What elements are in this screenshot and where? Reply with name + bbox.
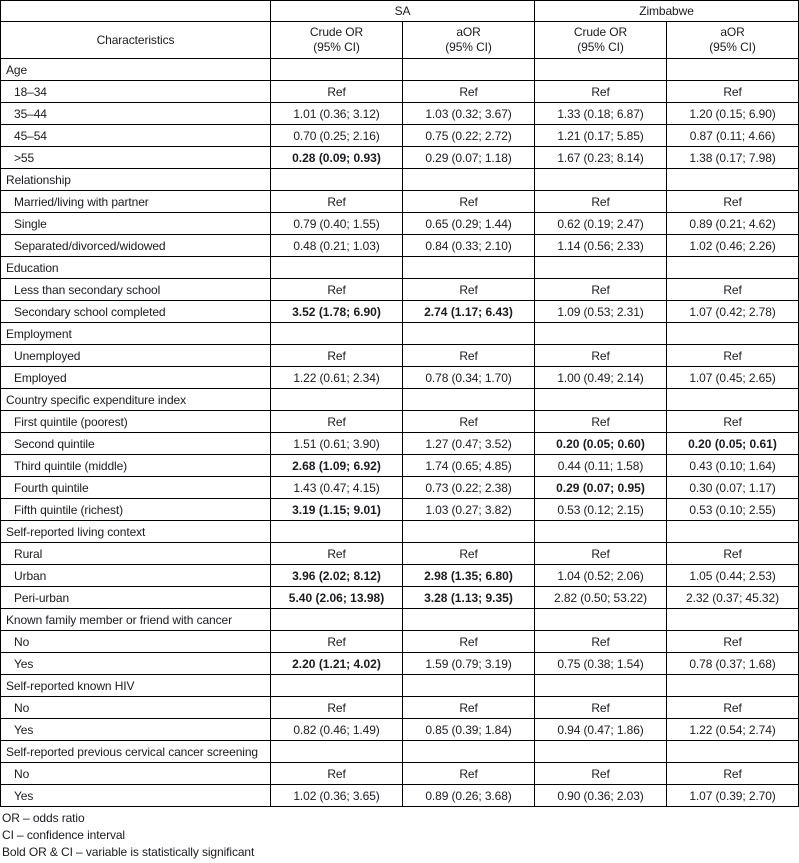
column-header-zim-crude-or <box>535 22 667 59</box>
or-cell: Ref <box>271 411 403 433</box>
group-row <box>1 59 799 81</box>
or-cell: Ref <box>667 191 799 213</box>
or-cell: 0.89 (0.21; 4.62) <box>667 213 799 235</box>
or-cell <box>403 675 535 697</box>
or-cell: 1.07 (0.39; 2.70) <box>667 785 799 807</box>
item-row <box>1 719 799 741</box>
item-row <box>1 147 799 169</box>
item-row <box>1 653 799 675</box>
column-header-line1: Crude OR <box>309 25 364 39</box>
or-cell: 0.29 (0.07; 1.18) <box>403 147 535 169</box>
group-row <box>1 323 799 345</box>
column-header-line2: (95% CI) <box>577 40 624 54</box>
or-cell: 0.84 (0.33; 2.10) <box>403 235 535 257</box>
or-cell: Ref <box>667 81 799 103</box>
row-label: Secondary school completed <box>1 301 271 323</box>
item-row <box>1 763 799 785</box>
group-row <box>1 675 799 697</box>
or-cell <box>667 609 799 631</box>
or-cell: Ref <box>403 543 535 565</box>
or-cell: 0.43 (0.10; 1.64) <box>667 455 799 477</box>
row-label: Married/living with partner <box>1 191 271 213</box>
or-cell: Ref <box>535 345 667 367</box>
or-cell: 5.40 (2.06; 13.98) <box>271 587 403 609</box>
or-cell <box>535 675 667 697</box>
or-cell <box>535 741 667 763</box>
row-label: Fourth quintile <box>1 477 271 499</box>
item-row <box>1 301 799 323</box>
or-cell: 0.48 (0.21; 1.03) <box>271 235 403 257</box>
or-cell: 3.96 (2.02; 8.12) <box>271 565 403 587</box>
column-header-line1: Crude OR <box>573 25 628 39</box>
or-cell <box>535 59 667 81</box>
or-cell: 2.32 (0.37; 45.32) <box>667 587 799 609</box>
or-cell: 0.70 (0.25; 2.16) <box>271 125 403 147</box>
or-cell: 1.03 (0.27; 3.82) <box>403 499 535 521</box>
or-cell: Ref <box>271 697 403 719</box>
or-cell: Ref <box>403 763 535 785</box>
row-label: Yes <box>1 785 271 807</box>
or-cell: Ref <box>271 345 403 367</box>
footnote-bold: Bold OR & CI – variable is statistically significant <box>2 845 255 859</box>
or-cell: Ref <box>667 411 799 433</box>
or-cell: 0.20 (0.05; 0.61) <box>667 433 799 455</box>
row-label: Yes <box>1 653 271 675</box>
column-header-sa-aor <box>403 22 535 59</box>
or-cell: 1.27 (0.47; 3.52) <box>403 433 535 455</box>
or-cell <box>667 169 799 191</box>
or-cell <box>667 257 799 279</box>
or-cell: 0.90 (0.36; 2.03) <box>535 785 667 807</box>
or-cell: Ref <box>403 345 535 367</box>
or-cell: 0.75 (0.38; 1.54) <box>535 653 667 675</box>
or-cell <box>271 257 403 279</box>
row-label: >55 <box>1 147 271 169</box>
or-cell: 2.82 (0.50; 53.22) <box>535 587 667 609</box>
or-cell: 0.53 (0.10; 2.55) <box>667 499 799 521</box>
or-cell: 1.01 (0.36; 3.12) <box>271 103 403 125</box>
or-cell: 1.02 (0.46; 2.26) <box>667 235 799 257</box>
row-label: Single <box>1 213 271 235</box>
or-cell: Ref <box>535 543 667 565</box>
or-cell <box>271 521 403 543</box>
or-cell: 0.44 (0.11; 1.58) <box>535 455 667 477</box>
footnotes <box>0 807 799 861</box>
or-cell: Ref <box>667 763 799 785</box>
or-cell: Ref <box>271 763 403 785</box>
or-cell: 1.59 (0.79; 3.19) <box>403 653 535 675</box>
or-cell: 1.04 (0.52; 2.06) <box>535 565 667 587</box>
item-row <box>1 565 799 587</box>
or-cell <box>535 257 667 279</box>
or-cell: Ref <box>403 697 535 719</box>
or-cell: 0.73 (0.22; 2.38) <box>403 477 535 499</box>
row-label: Peri-urban <box>1 587 271 609</box>
row-label: Urban <box>1 565 271 587</box>
or-cell: Ref <box>403 279 535 301</box>
or-cell: 0.29 (0.07; 0.95) <box>535 477 667 499</box>
country-header-row <box>1 1 799 22</box>
or-cell: 0.65 (0.29; 1.44) <box>403 213 535 235</box>
or-cell: 0.30 (0.07; 1.17) <box>667 477 799 499</box>
item-row <box>1 543 799 565</box>
or-cell: Ref <box>271 543 403 565</box>
or-cell: 1.00 (0.49; 2.14) <box>535 367 667 389</box>
row-label: Relationship <box>1 169 271 191</box>
or-cell <box>667 323 799 345</box>
or-cell: Ref <box>535 631 667 653</box>
table-body <box>1 59 799 807</box>
item-row <box>1 455 799 477</box>
item-row <box>1 785 799 807</box>
row-label: 45–54 <box>1 125 271 147</box>
or-cell: 1.21 (0.17; 5.85) <box>535 125 667 147</box>
row-label: Employment <box>1 323 271 345</box>
row-label: Self-reported previous cervical cancer screening <box>1 741 271 763</box>
or-cell: 0.79 (0.40; 1.55) <box>271 213 403 235</box>
row-label: 35–44 <box>1 103 271 125</box>
column-header-zim-aor <box>667 22 799 59</box>
or-cell: Ref <box>667 345 799 367</box>
or-cell: Ref <box>271 81 403 103</box>
or-cell: 3.28 (1.13; 9.35) <box>403 587 535 609</box>
or-cell: Ref <box>403 81 535 103</box>
or-cell: Ref <box>271 631 403 653</box>
column-header-line2: (95% CI) <box>313 40 360 54</box>
or-cell <box>667 741 799 763</box>
characteristics-header: Characteristics <box>1 22 271 59</box>
or-cell: 2.74 (1.17; 6.43) <box>403 301 535 323</box>
row-label: Less than secondary school <box>1 279 271 301</box>
or-cell: Ref <box>667 279 799 301</box>
or-cell: 1.74 (0.65; 4.85) <box>403 455 535 477</box>
item-row <box>1 477 799 499</box>
country-header-zimbabwe: Zimbabwe <box>535 1 799 22</box>
or-cell: 1.02 (0.36; 3.65) <box>271 785 403 807</box>
or-cell: Ref <box>667 631 799 653</box>
column-header-row <box>1 22 799 59</box>
column-header-line1: aOR <box>456 25 481 39</box>
or-cell: 0.53 (0.12; 2.15) <box>535 499 667 521</box>
item-row <box>1 191 799 213</box>
or-cell <box>271 389 403 411</box>
or-cell: 3.52 (1.78; 6.90) <box>271 301 403 323</box>
or-cell: Ref <box>403 411 535 433</box>
row-label: 18–34 <box>1 81 271 103</box>
item-row <box>1 81 799 103</box>
footnote-ci: CI – confidence interval <box>2 828 126 842</box>
or-cell <box>403 741 535 763</box>
or-cell: Ref <box>535 763 667 785</box>
row-label: Fifth quintile (richest) <box>1 499 271 521</box>
or-cell: 0.78 (0.34; 1.70) <box>403 367 535 389</box>
or-cell: Ref <box>535 81 667 103</box>
or-cell: Ref <box>535 411 667 433</box>
item-row <box>1 125 799 147</box>
or-cell: 0.28 (0.09; 0.93) <box>271 147 403 169</box>
or-cell: 1.38 (0.17; 7.98) <box>667 147 799 169</box>
item-row <box>1 631 799 653</box>
or-cell: 2.20 (1.21; 4.02) <box>271 653 403 675</box>
or-cell: 0.87 (0.11; 4.66) <box>667 125 799 147</box>
or-cell: 1.05 (0.44; 2.53) <box>667 565 799 587</box>
or-cell: Ref <box>535 191 667 213</box>
group-row <box>1 389 799 411</box>
or-cell: 1.67 (0.23; 8.14) <box>535 147 667 169</box>
or-cell <box>403 257 535 279</box>
or-cell: 3.19 (1.15; 9.01) <box>271 499 403 521</box>
row-label: Second quintile <box>1 433 271 455</box>
or-cell: 0.89 (0.26; 3.68) <box>403 785 535 807</box>
or-cell: 2.68 (1.09; 6.92) <box>271 455 403 477</box>
row-label: Age <box>1 59 271 81</box>
row-label: Yes <box>1 719 271 741</box>
row-label: No <box>1 763 271 785</box>
group-row <box>1 741 799 763</box>
or-cell: Ref <box>667 697 799 719</box>
item-row <box>1 345 799 367</box>
item-row <box>1 697 799 719</box>
or-cell: Ref <box>535 697 667 719</box>
row-label: Self-reported living context <box>1 521 271 543</box>
or-cell <box>535 521 667 543</box>
column-header-line1: aOR <box>720 25 745 39</box>
or-cell <box>271 741 403 763</box>
or-cell <box>535 609 667 631</box>
or-cell: Ref <box>403 631 535 653</box>
or-cell <box>271 169 403 191</box>
or-cell: 0.82 (0.46; 1.49) <box>271 719 403 741</box>
row-label: Education <box>1 257 271 279</box>
column-header-sa-crude-or <box>271 22 403 59</box>
or-cell: 1.09 (0.53; 2.31) <box>535 301 667 323</box>
country-header-sa: SA <box>271 1 535 22</box>
or-cell: 1.07 (0.45; 2.65) <box>667 367 799 389</box>
or-cell <box>535 389 667 411</box>
or-cell: Ref <box>271 279 403 301</box>
column-header-line2: (95% CI) <box>709 40 756 54</box>
row-label: Separated/divorced/widowed <box>1 235 271 257</box>
or-cell: 1.03 (0.32; 3.67) <box>403 103 535 125</box>
or-cell: Ref <box>403 191 535 213</box>
item-row <box>1 499 799 521</box>
item-row <box>1 103 799 125</box>
or-cell <box>271 675 403 697</box>
or-cell: Ref <box>271 191 403 213</box>
row-label: No <box>1 631 271 653</box>
or-cell: 0.20 (0.05; 0.60) <box>535 433 667 455</box>
or-cell <box>403 169 535 191</box>
or-cell <box>403 609 535 631</box>
or-cell <box>535 169 667 191</box>
or-cell <box>403 521 535 543</box>
empty-corner-cell <box>1 1 271 22</box>
item-row <box>1 213 799 235</box>
or-cell <box>271 323 403 345</box>
or-cell: 0.62 (0.19; 2.47) <box>535 213 667 235</box>
item-row <box>1 433 799 455</box>
or-cell <box>403 59 535 81</box>
or-cell <box>535 323 667 345</box>
item-row <box>1 411 799 433</box>
or-cell <box>667 59 799 81</box>
or-cell: 0.75 (0.22; 2.72) <box>403 125 535 147</box>
group-row <box>1 521 799 543</box>
column-header-line2: (95% CI) <box>445 40 492 54</box>
item-row <box>1 587 799 609</box>
or-cell: 1.43 (0.47; 4.15) <box>271 477 403 499</box>
or-cell: Ref <box>667 543 799 565</box>
or-cell: 2.98 (1.35; 6.80) <box>403 565 535 587</box>
or-cell: 1.51 (0.61; 3.90) <box>271 433 403 455</box>
or-cell <box>403 323 535 345</box>
item-row <box>1 279 799 301</box>
or-cell: 0.85 (0.39; 1.84) <box>403 719 535 741</box>
or-cell <box>271 59 403 81</box>
row-label: Self-reported known HIV <box>1 675 271 697</box>
or-cell: 1.33 (0.18; 6.87) <box>535 103 667 125</box>
or-cell: 1.22 (0.61; 2.34) <box>271 367 403 389</box>
row-label: Rural <box>1 543 271 565</box>
row-label: No <box>1 697 271 719</box>
row-label: First quintile (poorest) <box>1 411 271 433</box>
or-cell: 0.78 (0.37; 1.68) <box>667 653 799 675</box>
or-cell: 1.14 (0.56; 2.33) <box>535 235 667 257</box>
or-cell <box>667 521 799 543</box>
item-row <box>1 367 799 389</box>
or-cell: 1.20 (0.15; 6.90) <box>667 103 799 125</box>
or-cell: 1.22 (0.54; 2.74) <box>667 719 799 741</box>
row-label: Country specific expenditure index <box>1 389 271 411</box>
row-label: Known family member or friend with cancer <box>1 609 271 631</box>
footnote-or: OR – odds ratio <box>2 811 85 825</box>
row-label: Third quintile (middle) <box>1 455 271 477</box>
or-cell: 1.07 (0.42; 2.78) <box>667 301 799 323</box>
or-cell: 0.94 (0.47; 1.86) <box>535 719 667 741</box>
or-cell <box>667 675 799 697</box>
group-row <box>1 169 799 191</box>
or-cell <box>403 389 535 411</box>
row-label: Unemployed <box>1 345 271 367</box>
or-cell: Ref <box>535 279 667 301</box>
or-cell <box>271 609 403 631</box>
item-row <box>1 235 799 257</box>
group-row <box>1 257 799 279</box>
group-row <box>1 609 799 631</box>
or-cell <box>667 389 799 411</box>
row-label: Employed <box>1 367 271 389</box>
